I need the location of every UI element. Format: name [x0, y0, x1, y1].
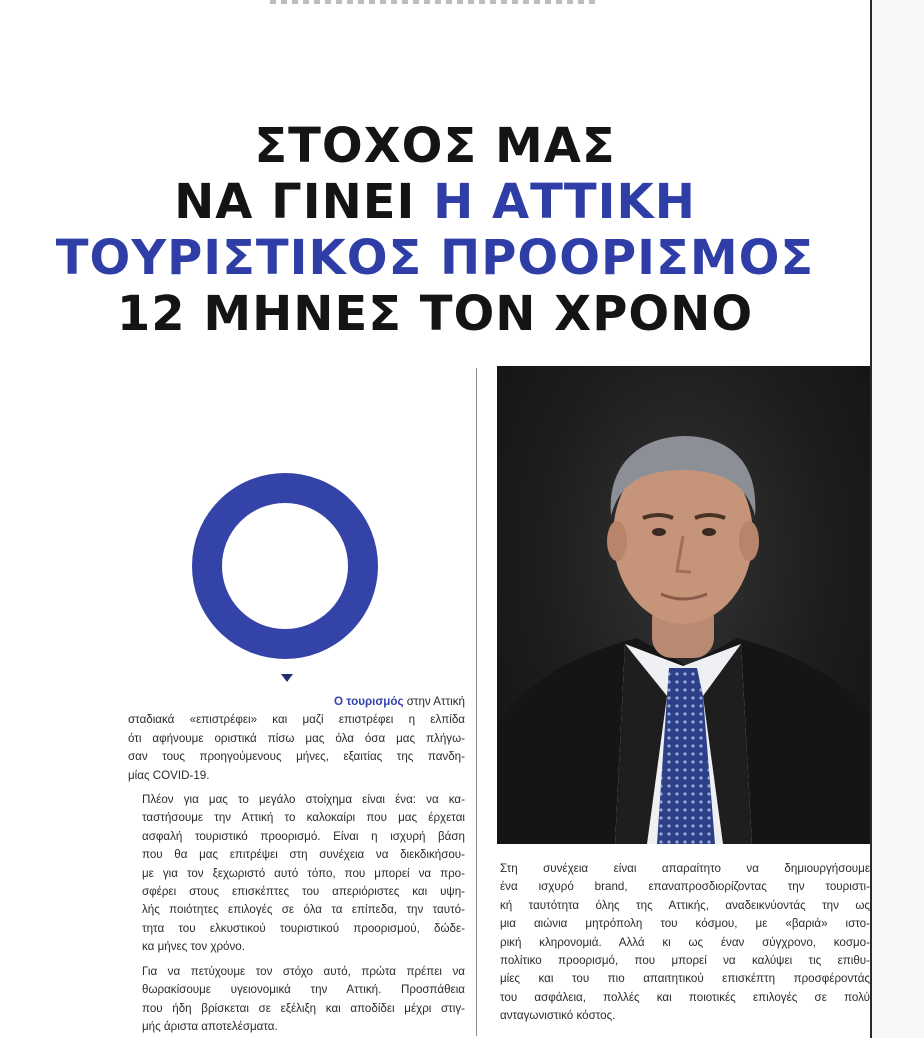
headline-line-4: 12 ΜΗΝΕΣ ΤΟΝ ΧΡΟΝΟ	[116, 286, 754, 342]
headline-line-2	[0, 174, 870, 230]
text-line: κα μήνες τον χρόνο.	[142, 940, 245, 954]
decorative-o-letter	[192, 473, 378, 659]
text-line: με για τον ξεχωριστό αυτό τόπο, που μπορεί να προ-	[142, 866, 465, 880]
ear-right	[739, 521, 759, 561]
lead-word: Ο τουρισμός	[334, 695, 404, 708]
text-line: σταδιακά «επιστρέφει» και μαζί επιστρέφει η ελπίδα	[128, 713, 465, 727]
text-line: ανταγωνιστικό κόστος.	[500, 1009, 616, 1023]
paragraph-2	[128, 791, 465, 957]
column-divider	[476, 368, 477, 1036]
paragraph-3	[128, 963, 465, 1037]
headline-line-3: ΤΟΥΡΙΣΤΙΚΟΣ ΠΡΟΟΡΙΣΜΟΣ	[55, 230, 815, 286]
eye-left	[652, 528, 666, 536]
right-text-column	[500, 860, 870, 1026]
headline	[0, 118, 870, 342]
portrait-photo	[497, 366, 870, 844]
text-line: λής ποιότητες επιλογές σε όλα τα επίπεδα, την ταυτό-	[142, 903, 465, 917]
text-line: μια αιώνια μητρόπολη του κόσμου, με «βαριά» ιστο-	[500, 917, 870, 931]
text-line: ρική κληρονομιά. Αλλά κι ως έναν σύγχρονο, κοσμο-	[500, 935, 870, 949]
left-text-column	[128, 693, 465, 1036]
top-scan-remnant	[270, 0, 600, 4]
paragraph-right-1	[500, 860, 870, 1026]
lead-line	[128, 693, 465, 711]
text-line: που ήδη βρίσκεται σε εξέλιξη και αποδίδει μέχρι στιγ-	[142, 1001, 465, 1015]
eye-right	[702, 528, 716, 536]
page-edge	[870, 0, 872, 1038]
text-line: ότι αφήνουμε οριστικά πίσω μας όλα όσα μας πλήγω-	[128, 731, 465, 745]
text-line: πολίτικο προορισμό, που μπορεί να καλύψει τις επιθυ-	[500, 954, 870, 968]
lead-rest: στην Αττική	[403, 695, 465, 708]
headline-line-2-blue: Η ΑΤΤΙΚΗ	[433, 174, 696, 230]
text-line: ένα ισχυρό brand, επαναπροσδιορίζοντας την τουριστι-	[500, 880, 870, 894]
portrait-illustration	[497, 366, 870, 844]
text-line: μής άριστα αποτελέσματα.	[142, 1019, 278, 1033]
ear-left	[607, 521, 627, 561]
text-line: κή ταυτότητα όλης της Αττικής, αναδεικνύοντάς την ως	[500, 898, 870, 912]
outside-page-strip	[872, 0, 924, 1038]
text-line: ασφαλή τουριστικό προορισμό. Είναι η ισχυρή βάση	[142, 829, 465, 843]
text-line: μίας COVID-19.	[128, 768, 210, 782]
text-line: Πλέον για μας το μεγάλο στοίχημα είναι ένα: να κα-	[142, 793, 465, 807]
text-line: Στη συνέχεια είναι απαραίτητο να δημιουργήσουμε	[500, 862, 870, 875]
paragraph-1	[128, 711, 465, 785]
text-line: μίες και του πιο απαιτητικού επισκέπτη προσφέροντάς	[500, 972, 870, 986]
text-line: σαν τους προηγούμενους μήνες, εξαιτίας της πανδη-	[128, 750, 465, 764]
headline-line-2-black: ΝΑ ΓΙΝΕΙ	[174, 174, 434, 230]
text-line: ταστήσουμε την Αττική το καλοκαίρι που μας έρχεται	[142, 811, 465, 825]
down-arrow-icon	[281, 674, 293, 682]
text-line: Για να πετύχουμε τον στόχο αυτό, πρώτα πρέπει να	[142, 964, 465, 978]
text-line: θωρακίσουμε υγειονομικά την Αττική. Προσπάθεια	[142, 983, 465, 997]
headline-line-1: ΣΤΟΧΟΣ ΜΑΣ	[254, 118, 616, 174]
text-line: του ασφάλεια, πολλές και ποιοτικές επιλογές σε πολύ	[500, 990, 870, 1004]
text-line: τητα του ελκυστικού τουριστικού προορισμού, δώδε-	[142, 921, 465, 935]
text-line: σφέρει στους επισκέπτες του απεριόριστες και υψη-	[142, 885, 465, 899]
text-line: που θα μας επιτρέψει στη συνέχεια να διεκδικήσου-	[142, 848, 465, 862]
